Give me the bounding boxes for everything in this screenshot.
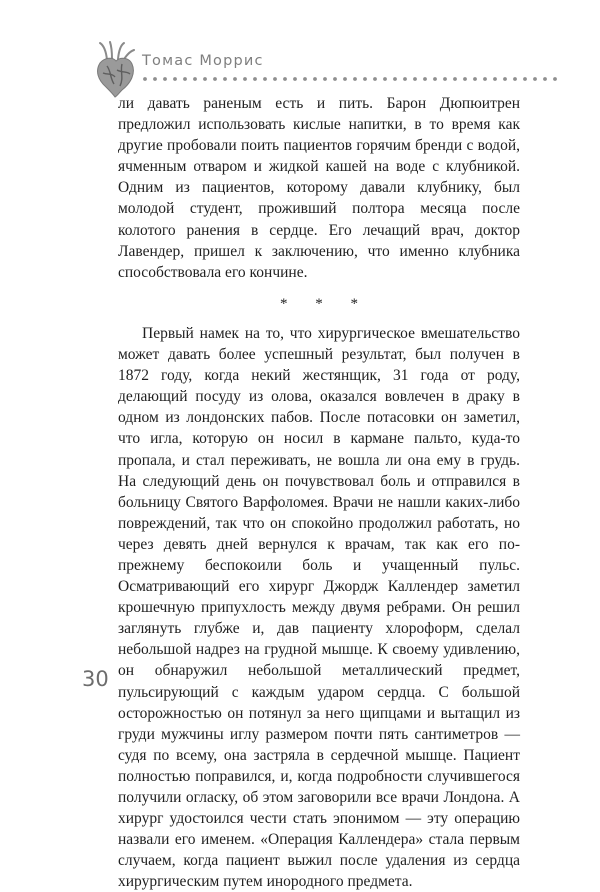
anatomical-heart-icon: [93, 40, 137, 98]
paragraph: ли давать раненым есть и пить. Барон Дюпюитрен предложил использовать кислые напитки, в то время как другие пробовали поить пациентов горячим бренди с водой, ячменным отваром и жидкой кашей на воде с клубникой. Одним из пациентов, которому давали клубнику, был молодой студент, проживший полтора месяца после колотого ранения в сердце. Его лечащий врач, доктор Лавендер, пришел к заключению, что именно клубника способствовала его кончине.: [118, 95, 520, 281]
page-body: [118, 93, 520, 892]
running-header-author: Томас Моррис: [142, 53, 264, 69]
header-dotted-rule: [142, 76, 562, 82]
page-number: 30: [82, 667, 109, 691]
paragraph: Первый намек на то, что хирургическое вмешательство может давать более успешный результат, был получен в 1872 году, когда некий жестянщик, 31 года от роду, делающий посуду из олова, оказался вовлечен в драку в одном из лондонских пабов. После потасовки он заметил, что игла, которую он носил в кармане пальто, куда-то пропала, и стал переживать, не вошла ли она ему в грудь. На следующий день он почувствовал боль и отправился в больницу Святого Варфоломея. Врачи не нашли каких-либо повреждений, так что он спокойно продолжил работать, но через девять дней вернулся к врачам, так как его по-прежнему беспокоили боль и учащенный пульс. Осматривающий его хирург Джордж Каллендер заметил крошечную припухлость между двумя ребрами. Он решил заглянуть глубже и, дав пациенту хлороформ, сделал небольшой надрез на грудной мышце. К своему удивлению, он обнаружил небольшой металлический предмет, пульсирующий с каждым ударом сердца. С большой осторожностью он потянул за него щипцами и вытащил из груди мужчины иглу размером почти пять сантиметров — судя по всему, она застряла в сердечной мышце. Пациент полностью поправился, и, когда подробности случившегося получили огласку, об этом заговорили все врачи Лондона. А хирург удостоился чести стать эпонимом — эту операцию назвали его именем. «Операция Каллендера» стала первым случаем, когда пациент выжил после удаления из сердца хирургическим путем инородного предмета.: [118, 324, 520, 891]
section-separator: * * *: [280, 295, 370, 312]
running-header: [93, 40, 563, 100]
